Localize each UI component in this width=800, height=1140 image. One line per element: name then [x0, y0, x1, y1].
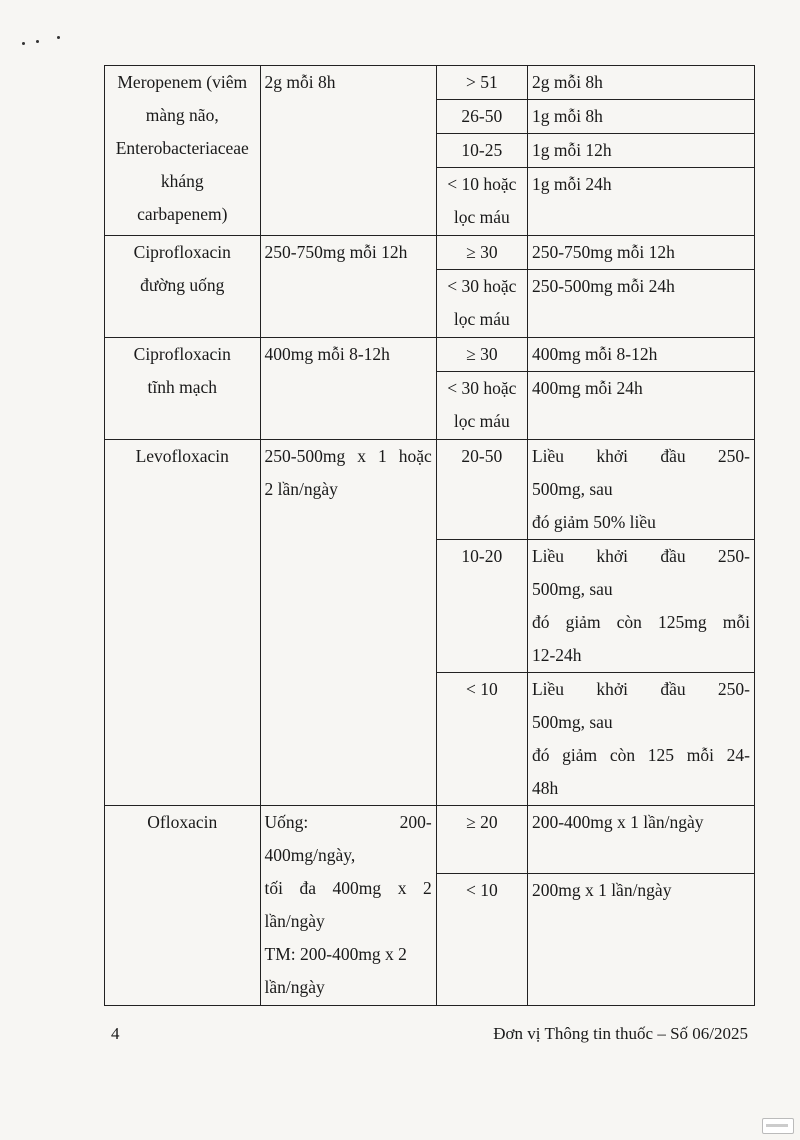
adjusted-dose-cell: [527, 338, 754, 372]
speck: [22, 42, 25, 45]
adjusted-dose-cell: [527, 236, 754, 270]
adjusted-dose-cell: [527, 66, 754, 100]
adjusted-dose-cell: [527, 806, 754, 874]
scanner-watermark-icon: [762, 1118, 794, 1134]
adjusted-dose-cell: [527, 100, 754, 134]
adjusted-dose-cell: [527, 372, 754, 440]
usual-dose-line: Uống: 200-: [264, 812, 432, 832]
adjusted-dose-line: 200mg x 1 lần/ngày: [531, 880, 672, 900]
drug-name-cell: [105, 806, 261, 1006]
clearance-line: < 10: [465, 880, 498, 900]
clearance-line: ≥ 20: [466, 812, 498, 832]
drug-name-line: Meropenem (viêm: [117, 72, 248, 92]
usual-dose-cell: [260, 338, 436, 440]
adjusted-dose-line: 500mg, sau: [531, 479, 613, 499]
adjusted-dose-line: Liều khởi đầu 250-: [531, 546, 750, 566]
clearance-cell: [436, 338, 527, 372]
table-row: [105, 66, 755, 100]
usual-dose-line: 2 lần/ngày: [264, 479, 338, 499]
usual-dose-cell: [260, 806, 436, 1006]
speck: [36, 40, 39, 43]
adjusted-dose-line: đó giảm còn 125 mỗi 24-: [531, 745, 750, 765]
drug-name-line: Ciprofloxacin: [133, 344, 231, 364]
clearance-cell: [436, 673, 527, 806]
speck: [57, 36, 60, 39]
adjusted-dose-line: 250-750mg mỗi 12h: [531, 242, 675, 262]
clearance-line: 26-50: [461, 106, 503, 126]
usual-dose-cell: [260, 236, 436, 338]
clearance-cell: [436, 134, 527, 168]
clearance-cell: [436, 372, 527, 440]
clearance-cell: [436, 66, 527, 100]
adjusted-dose-line: 200-400mg x 1 lần/ngày: [531, 812, 704, 832]
clearance-line: ≥ 30: [466, 242, 498, 262]
adjusted-dose-line: 1g mỗi 24h: [531, 174, 612, 194]
table-row: [105, 338, 755, 372]
clearance-line: lọc máu: [453, 309, 510, 329]
drug-name-line: Enterobacteriaceae: [115, 138, 249, 158]
usual-dose-line: 2g mỗi 8h: [264, 72, 336, 92]
usual-dose-line: 400mg mỗi 8-12h: [264, 344, 390, 364]
drug-name-line: kháng: [160, 171, 204, 191]
drug-name-line: Ciprofloxacin: [133, 242, 231, 262]
table-row: [105, 236, 755, 270]
adjusted-dose-line: 2g mỗi 8h: [531, 72, 603, 92]
drug-name-cell: [105, 236, 261, 338]
clearance-line: lọc máu: [453, 207, 510, 227]
clearance-line: < 10 hoặc: [447, 174, 517, 194]
usual-dose-line: 250-750mg mỗi 12h: [264, 242, 408, 262]
clearance-line: > 51: [465, 72, 498, 92]
drug-name-line: màng não,: [145, 105, 219, 125]
usual-dose-cell: [260, 440, 436, 806]
dosage-table: [104, 65, 755, 1006]
clearance-line: ≥ 30: [466, 344, 498, 364]
adjusted-dose-line: Liều khởi đầu 250-: [531, 679, 750, 699]
adjusted-dose-cell: [527, 673, 754, 806]
drug-name-line: carbapenem): [137, 204, 228, 224]
drug-name-cell: [105, 338, 261, 440]
usual-dose-line: 250-500mg x 1 hoặc: [264, 446, 432, 466]
drug-name-line: Ofloxacin: [147, 812, 218, 832]
usual-dose-line: TM: 200-400mg x 2: [264, 944, 407, 964]
footer-source: Đơn vị Thông tin thuốc – Số 06/2025: [493, 1024, 748, 1043]
clearance-line: 10-20: [461, 546, 503, 566]
clearance-cell: [436, 168, 527, 236]
drug-name-cell: [105, 440, 261, 806]
clearance-cell: [436, 100, 527, 134]
adjusted-dose-line: 12-24h: [531, 645, 582, 665]
adjusted-dose-line: 1g mỗi 12h: [531, 140, 612, 160]
usual-dose-cell: [260, 66, 436, 236]
adjusted-dose-line: 400mg mỗi 24h: [531, 378, 643, 398]
clearance-line: 20-50: [461, 446, 503, 466]
adjusted-dose-cell: [527, 134, 754, 168]
adjusted-dose-line: đó giảm 50% liều: [531, 512, 656, 532]
scan-specks: [22, 34, 72, 54]
adjusted-dose-line: 500mg, sau: [531, 712, 613, 732]
adjusted-dose-cell: [527, 440, 754, 540]
clearance-cell: [436, 806, 527, 874]
adjusted-dose-cell: [527, 270, 754, 338]
clearance-line: 10-25: [461, 140, 503, 160]
dosage-table-body: [105, 66, 755, 1006]
adjusted-dose-line: đó giảm còn 125mg mỗi: [531, 612, 750, 632]
clearance-cell: [436, 440, 527, 540]
clearance-line: < 10: [465, 679, 498, 699]
adjusted-dose-line: 1g mỗi 8h: [531, 106, 603, 126]
adjusted-dose-line: 500mg, sau: [531, 579, 613, 599]
adjusted-dose-cell: [527, 874, 754, 1006]
adjusted-dose-line: 250-500mg mỗi 24h: [531, 276, 675, 296]
adjusted-dose-line: Liều khởi đầu 250-: [531, 446, 750, 466]
adjusted-dose-cell: [527, 168, 754, 236]
usual-dose-line: lần/ngày: [264, 911, 325, 931]
clearance-cell: [436, 270, 527, 338]
usual-dose-line: tối đa 400mg x 2: [264, 878, 432, 898]
drug-name-line: tĩnh mạch: [147, 377, 217, 397]
page-number: 4: [111, 1024, 120, 1043]
drug-name-cell: [105, 66, 261, 236]
table-row: [105, 440, 755, 540]
clearance-line: < 30 hoặc: [447, 378, 517, 398]
clearance-cell: [436, 540, 527, 673]
adjusted-dose-cell: [527, 540, 754, 673]
clearance-cell: [436, 236, 527, 270]
clearance-line: < 30 hoặc: [447, 276, 517, 296]
table-row: [105, 806, 755, 874]
usual-dose-line: 400mg/ngày,: [264, 845, 356, 865]
adjusted-dose-line: 48h: [531, 778, 559, 798]
usual-dose-line: lần/ngày: [264, 977, 325, 997]
clearance-line: lọc máu: [453, 411, 510, 431]
clearance-cell: [436, 874, 527, 1006]
drug-name-line: Levofloxacin: [135, 446, 229, 466]
adjusted-dose-line: 400mg mỗi 8-12h: [531, 344, 658, 364]
drug-name-line: đường uống: [140, 275, 225, 295]
